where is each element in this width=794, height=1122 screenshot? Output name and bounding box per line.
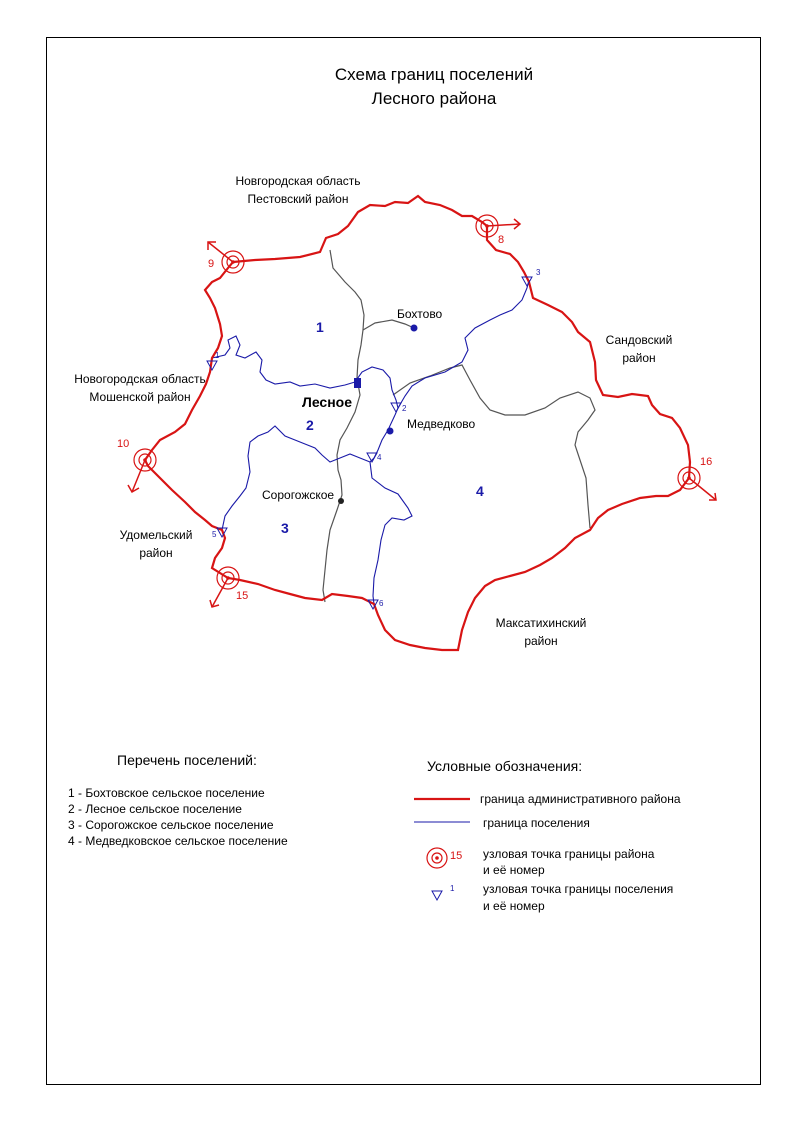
- legend-settlement-label: граница поселения: [483, 816, 590, 830]
- district-node-9-label: 9: [208, 258, 215, 270]
- lesnoe-label: Лесное: [302, 394, 353, 410]
- legend-title: Условные обозначения:: [427, 758, 583, 774]
- legend-district-node-line2: и её номер: [483, 863, 545, 877]
- map-title-line1: Схема границ поселений: [334, 65, 534, 84]
- list-item: 2 - Лесное сельское поселение: [68, 802, 242, 816]
- lesnoe-marker: [354, 378, 361, 388]
- bokhtovo-marker: [411, 325, 418, 332]
- settlement-number-1: 1: [316, 319, 324, 335]
- district-node-16: [678, 456, 716, 500]
- settlement-list: [68, 752, 288, 848]
- settlement-points: [262, 307, 475, 504]
- legend-district-node-icon: [427, 848, 447, 868]
- legend-settlement-node-icon: [432, 891, 442, 900]
- neighbor-sandovsky-line2: район: [622, 351, 656, 365]
- settlement-node-2: [391, 403, 407, 413]
- map-title-line2: Лесного района: [371, 89, 497, 108]
- settlement-node-4-label: 4: [377, 453, 382, 462]
- settlement-node-1-label: 1: [215, 351, 220, 360]
- settlement-node-3: [522, 268, 541, 286]
- neighbor-udomelsky-line1: Удомельский: [119, 528, 193, 542]
- sorogozhskoe-label: Сорогожское: [262, 488, 335, 502]
- settlement-node-2-label: 2: [402, 404, 407, 413]
- district-node-9: [208, 242, 244, 273]
- settlement-node-3-label: 3: [536, 268, 541, 277]
- district-node-15: [210, 567, 248, 607]
- neighbor-sandovsky-line1: Сандовский: [605, 333, 673, 347]
- district-node-16-label: 16: [700, 456, 713, 468]
- legend-settlement-node-line1: узловая точка границы поселения: [483, 882, 674, 896]
- district-node-8-label: 8: [498, 234, 505, 246]
- neighbor-maksatikhinsky-line2: район: [524, 634, 558, 648]
- district-nodes: [117, 215, 716, 607]
- neighbor-maksatikhinsky-line1: Максатихинский: [495, 616, 587, 630]
- neighbor-moshensky-line1: Новогородская область: [74, 372, 206, 386]
- neighbor-moshensky-line2: Мошенской район: [89, 390, 191, 404]
- settlement-node-5-label: 5: [212, 530, 217, 539]
- district-node-10: [117, 438, 156, 492]
- legend-district-label: граница административного района: [480, 792, 681, 806]
- sorogozhskoe-marker: [338, 498, 344, 504]
- legend-settlement-node-line2: и её номер: [483, 899, 545, 913]
- neighbor-pestovsky-line1: Новгородская область: [235, 174, 361, 188]
- settlement-number-4: 4: [476, 483, 484, 499]
- settlement-node-4: [367, 453, 382, 462]
- district-node-8: [476, 215, 520, 246]
- list-item: 4 - Медведковское сельское поселение: [68, 834, 288, 848]
- settlement-node-6-label: 6: [379, 599, 384, 608]
- district-node-10-label: 10: [117, 438, 130, 450]
- legend: [414, 758, 681, 913]
- settlement-number-3: 3: [281, 520, 289, 536]
- legend-district-node-line1: узловая точка границы района: [483, 847, 655, 861]
- list-item: 1 - Бохтовское сельское поселение: [68, 786, 265, 800]
- medvedkovo-marker: [387, 428, 394, 435]
- settlement-list-title: Перечень поселений:: [117, 752, 257, 768]
- list-item: 3 - Сорогожское сельское поселение: [68, 818, 274, 832]
- neighbor-pestovsky-line2: Пестовский район: [247, 192, 349, 206]
- medvedkovo-label: Медведково: [407, 417, 476, 431]
- neighbor-udomelsky-line2: район: [139, 546, 173, 560]
- legend-settlement-node-num: 1: [450, 884, 455, 893]
- legend-district-node-num: 15: [450, 850, 463, 862]
- district-node-15-label: 15: [236, 590, 249, 602]
- settlement-borders: [212, 280, 529, 604]
- settlement-number-2: 2: [306, 417, 314, 433]
- bokhtovo-label: Бохтово: [397, 307, 443, 321]
